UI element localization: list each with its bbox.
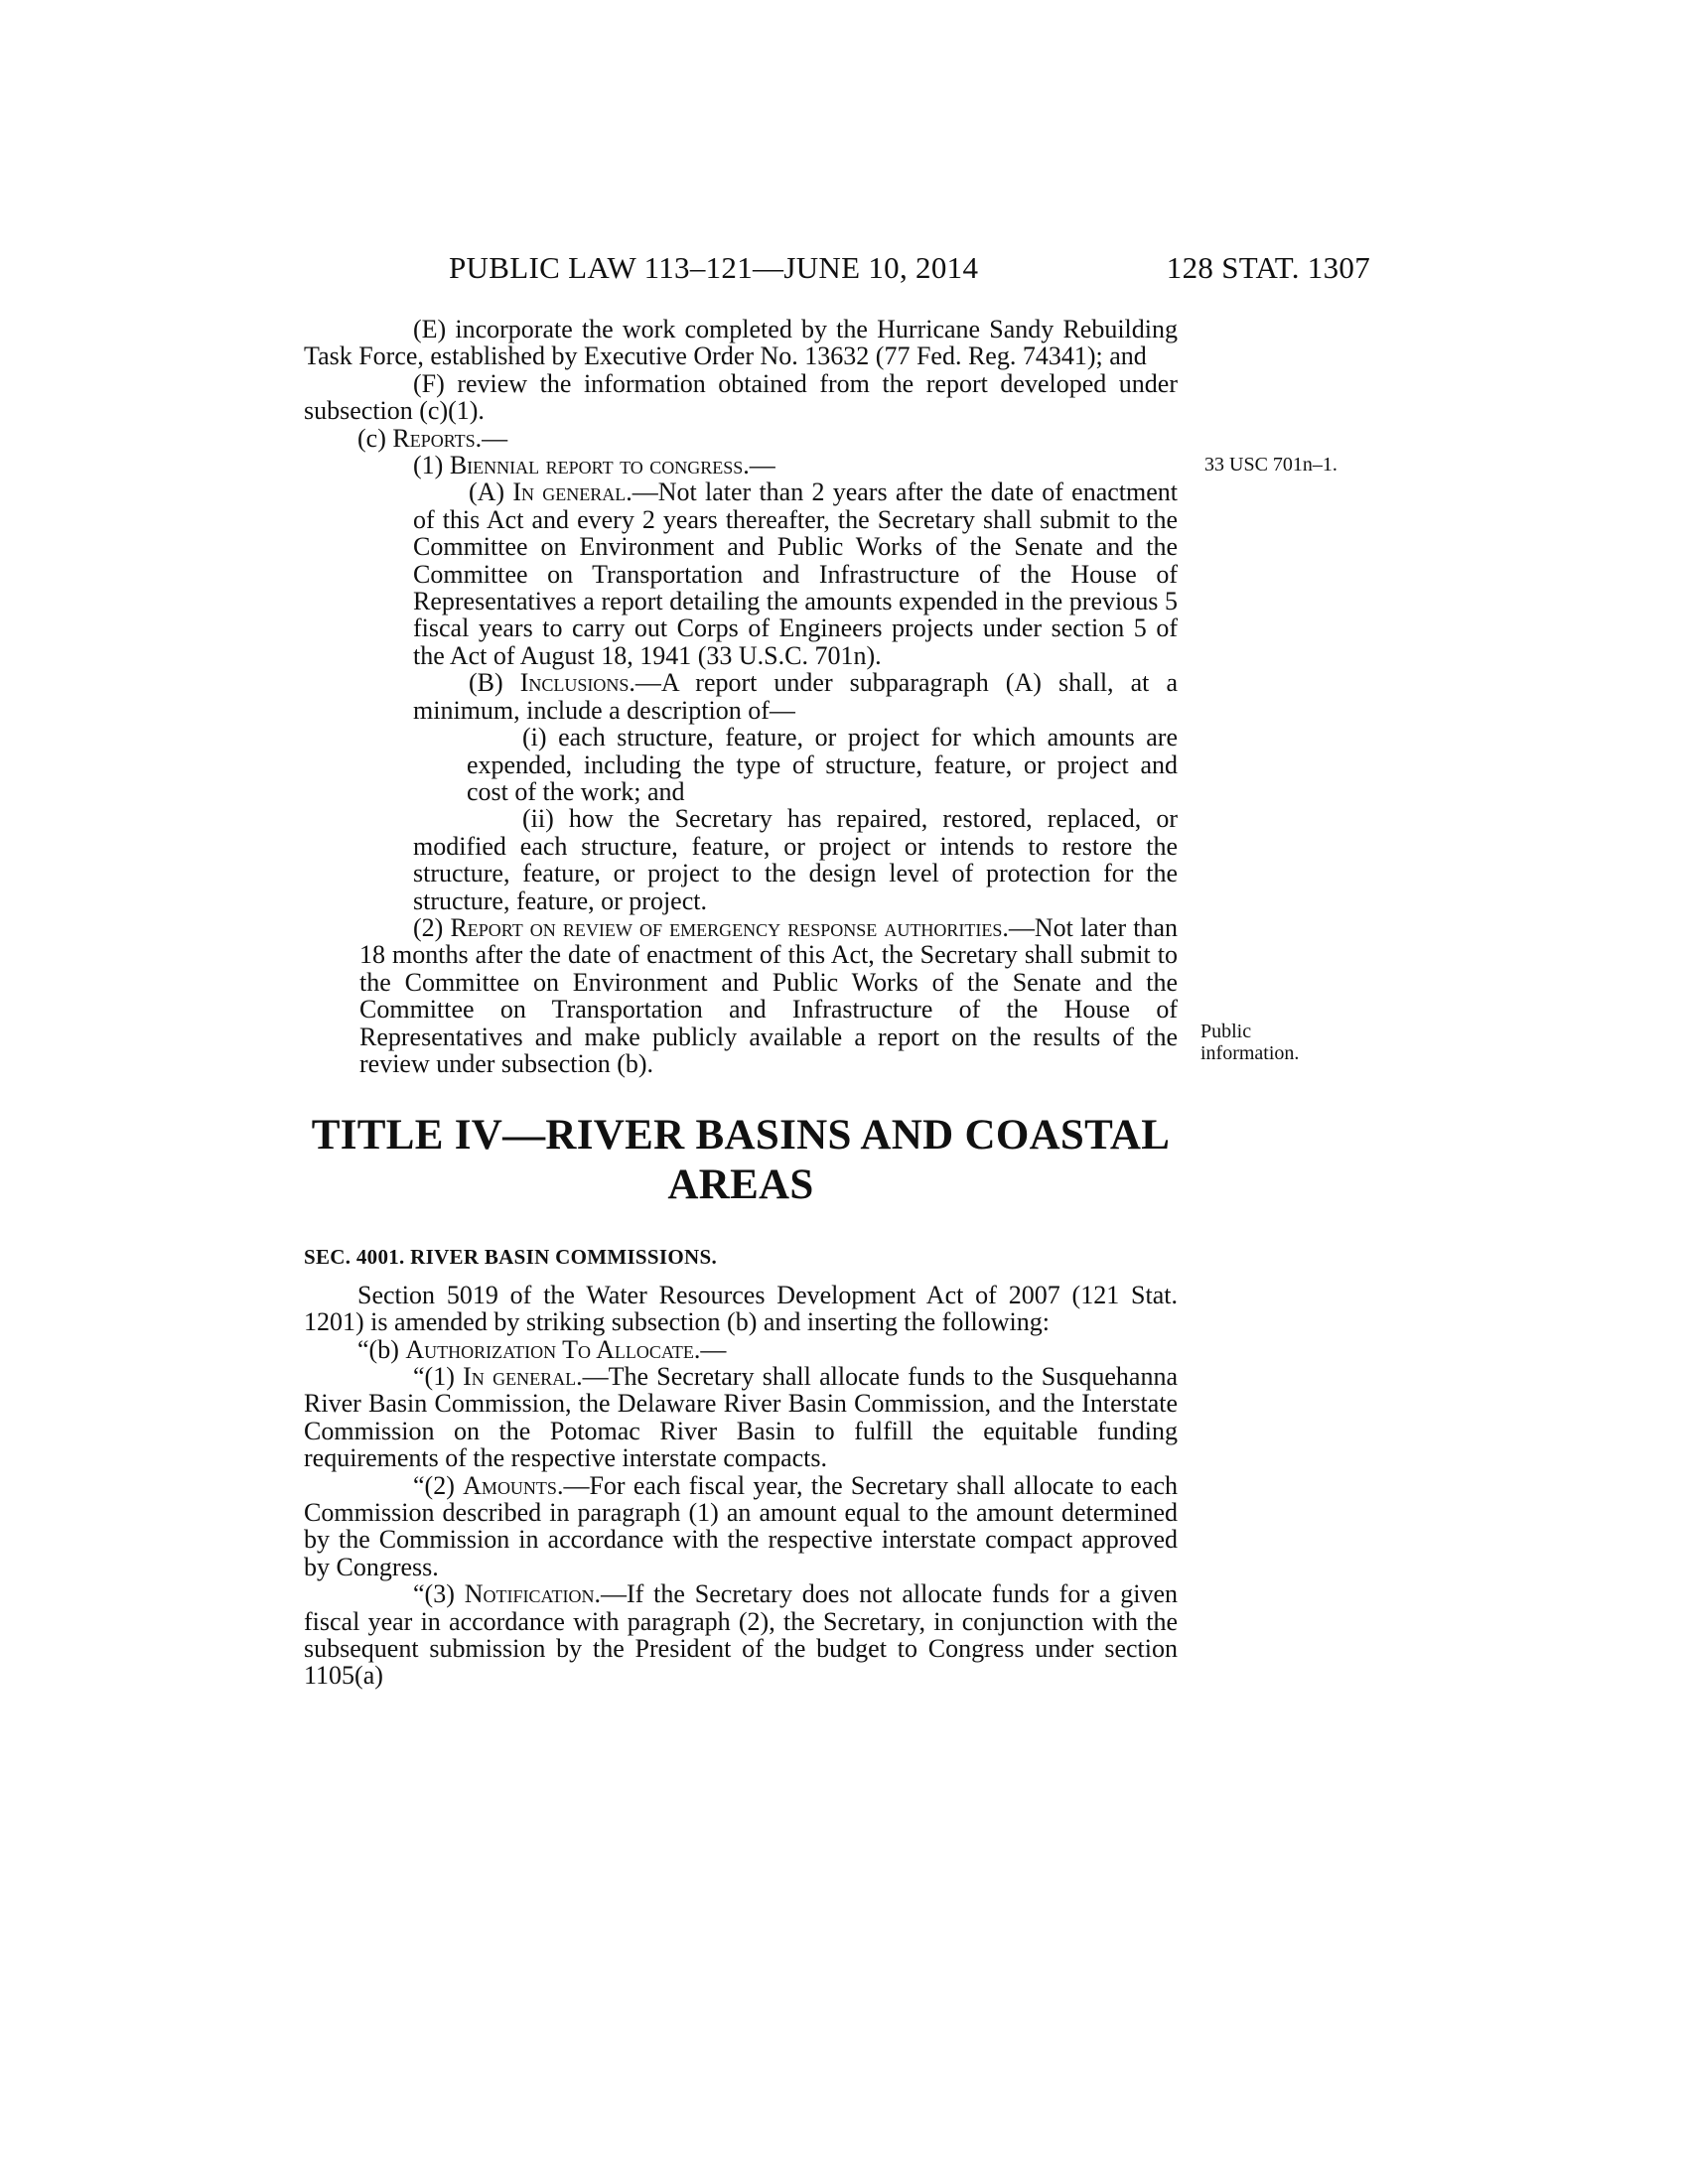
clause-i: (i) each structure, feature, or project for which amounts are expended, including the type of structure, feature, or project and cost of the work; and (467, 723, 1178, 806)
subparagraph-b: (B) Inclusions.—A report under subparagraph (A) shall, at a minimum, include a description of— (413, 668, 1178, 725)
clause-ii: (ii) how the Secretary has repaired, restored, replaced, or modified each structure, feature, or project or intends to restore the structure, feature, or project to the design level of protection for the structure, feature, or project. (413, 804, 1178, 915)
subsection-c-heading: (c) Reports.— (357, 423, 508, 453)
header-stat-page: 128 STAT. 1307 (1166, 250, 1370, 285)
clause-f: (F) review the information obtained from the report developed under subsection (c)(1). (304, 368, 1178, 426)
amended-subsection-b-heading: “(b) Authorization To Allocate.— (357, 1334, 727, 1364)
margin-note-public-information (1200, 1021, 1299, 1064)
amended-paragraph-2: “(2) Amounts.—For each fiscal year, the Secretary shall allocate to each Commission described in paragraph (1) an amount equal to the amount determined by the Commission in accordance with the respective interstate compact approved by Congress. (304, 1470, 1178, 1581)
header-public-law: PUBLIC LAW 113–121—JUNE 10, 2014 (449, 250, 979, 285)
amended-paragraph-1: “(1) In general.—The Secretary shall allocate funds to the Susquehanna River Basin Commission, the Delaware River Basin Commission, and the Interstate Commission on the Potomac River Basin to fulfill the equitable funding requirements of the respective interstate compacts. (304, 1362, 1179, 1473)
title-line: AREAS (667, 1161, 814, 1209)
clause-e: (E) incorporate the work completed by the Hurricane Sandy Rebuilding Task Force, established by Executive Order No. 13632 (77 Fed. Reg. 74341); and (304, 315, 1178, 371)
amended-paragraph-3: “(3) Notification.—If the Secretary does not allocate funds for a given fiscal year in accordance with paragraph (2), the Secretary, in conjunction with the subsequent submission by the President of the budget to Congress under section 1105(a) (304, 1579, 1178, 1691)
subparagraph-a: (A) In general.—Not later than 2 years after the date of enactment of this Act and every 2 years thereafter, the Secretary shall submit to the Committee on Environment and Public Works of the Senate and the Committee on Transportation and Infrastructure of the House of Representatives a report detailing the amounts expended in the previous 5 fiscal years to carry out Corps of Engineers projects under section 5 of the Act of August 18, 1941 (33 U.S.C. 701n). (413, 478, 1179, 670)
title-line: TITLE IV—RIVER BASINS AND COASTAL (311, 1112, 1171, 1160)
title-heading (304, 1111, 1178, 1210)
margin-note-usc: 33 USC 701n–1. (1204, 454, 1337, 476)
running-header (449, 250, 1370, 290)
paragraph-1-heading: (1) Biennial report to congress.— (413, 451, 775, 480)
section-intro: Section 5019 of the Water Resources Development Act of 2007 (121 Stat. 1201) is amended by striking subsection (b) and inserting the following: (304, 1280, 1178, 1337)
paragraph-2: (2) Report on review of emergency response authorities.—Not later than 18 months after the date of enactment of this Act, the Secretary shall submit to the Committee on Environment and Public Works of the Senate and the Committee on Transportation and Infrastructure of the House of Representatives and make publicly available a report on the results of the review under subsection (b). (359, 912, 1179, 1078)
section-heading: SEC. 4001. RIVER BASIN COMMISSIONS. (304, 1245, 717, 1270)
margin-note-line: information. (1200, 1042, 1300, 1064)
page-body (304, 316, 1178, 1690)
margin-note-line: Public (1200, 1021, 1252, 1042)
